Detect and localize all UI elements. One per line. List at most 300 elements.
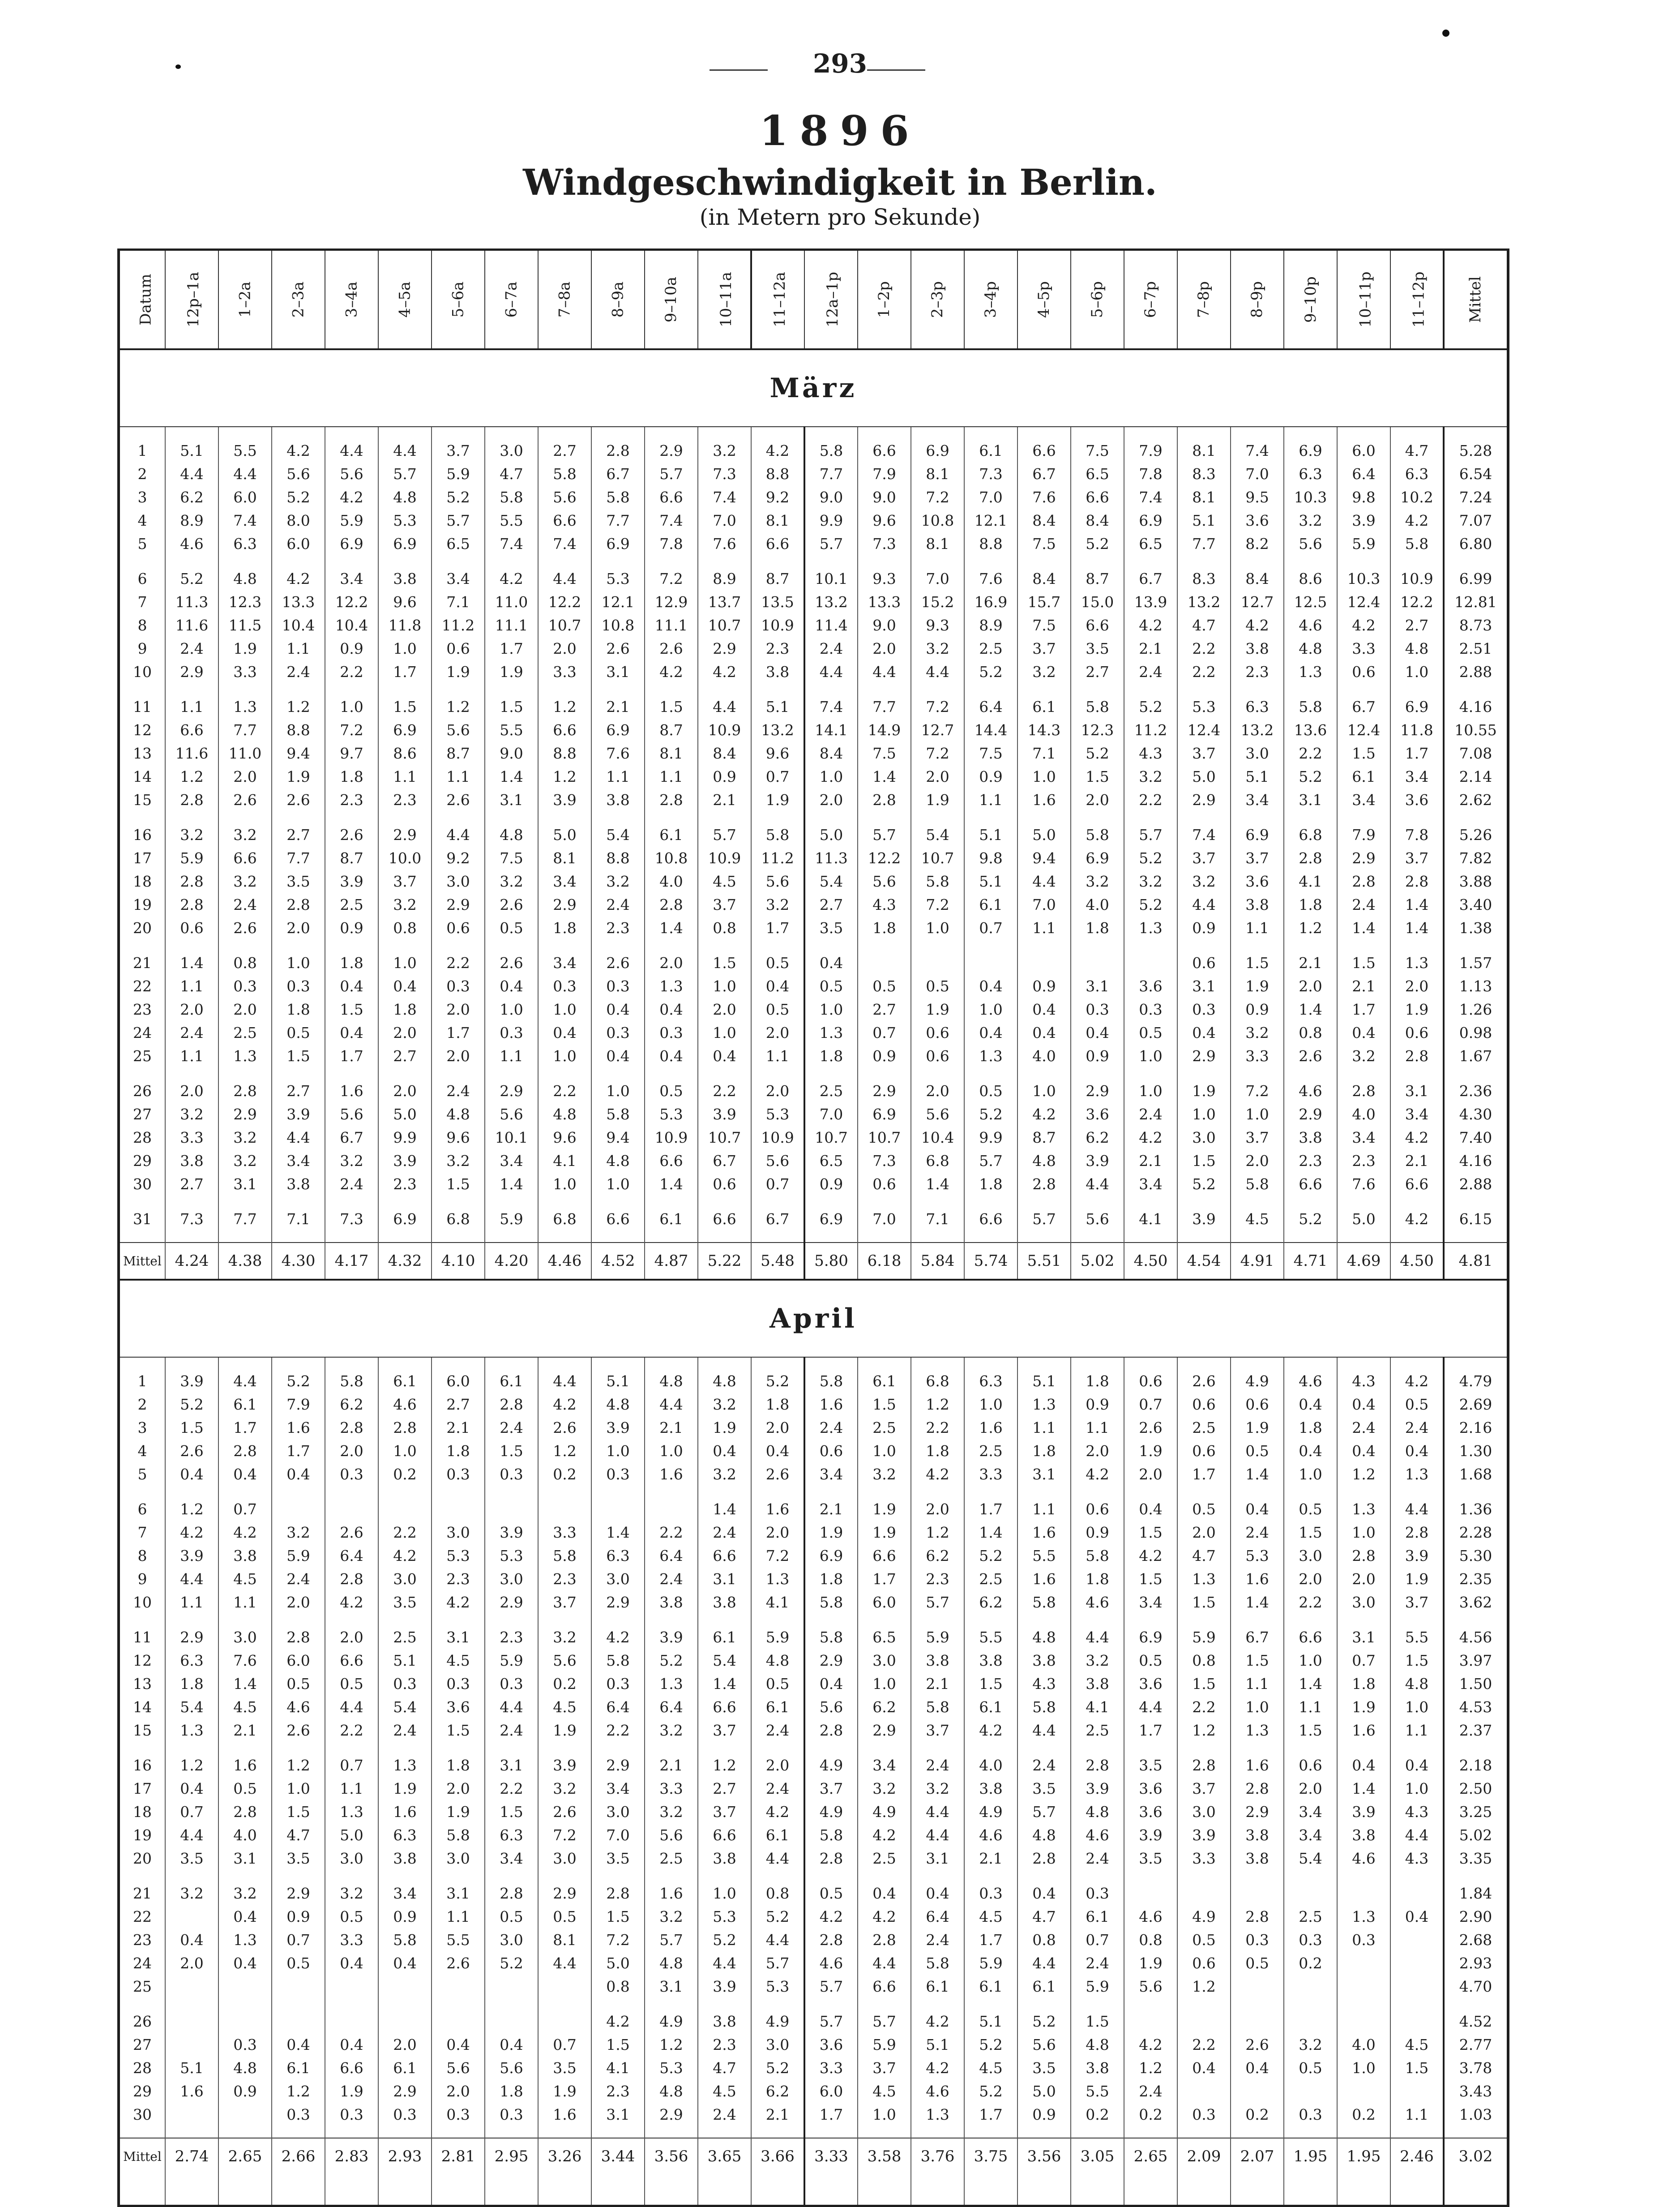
- spacer-cell: [538, 811, 591, 823]
- row-mittel-cell: 4.52: [1444, 2010, 1508, 2033]
- spacer-cell: [1124, 1230, 1177, 1243]
- spacer-cell: [378, 939, 432, 951]
- value-cell: 2.4: [485, 1416, 538, 1439]
- value-cell: 1.5: [432, 1172, 485, 1196]
- value-cell: 5.8: [1071, 695, 1124, 718]
- value-cell: 0.4: [272, 1462, 325, 1486]
- spacer-cell: [1124, 2126, 1177, 2138]
- value-cell: 7.3: [858, 532, 911, 555]
- spacer-cell: [1017, 2126, 1071, 2138]
- value-cell: 2.5: [1284, 1905, 1337, 1928]
- value-cell: 1.6: [1231, 1753, 1284, 1777]
- value-cell: [964, 951, 1017, 974]
- value-cell: 12.5: [1284, 590, 1337, 613]
- value-cell: 1.3: [1231, 1718, 1284, 1742]
- mittel-value-cell: 2.66: [272, 2138, 325, 2174]
- spacer-cell: [218, 1614, 272, 1625]
- spacer-cell: [1017, 1998, 1071, 2010]
- value-cell: 4.6: [804, 1951, 858, 1975]
- value-cell: 5.8: [378, 1928, 432, 1951]
- value-cell: 1.6: [645, 1881, 698, 1905]
- value-cell: 1.5: [591, 2033, 645, 2056]
- value-cell: 7.5: [964, 741, 1017, 765]
- spacer-cell: [378, 2126, 432, 2138]
- value-cell: 8.7: [645, 718, 698, 741]
- mittel-total-cell: 3.02: [1444, 2138, 1508, 2174]
- value-cell: 3.7: [698, 1800, 751, 1823]
- value-cell: 6.6: [964, 1207, 1017, 1230]
- value-cell: 1.7: [432, 1021, 485, 1044]
- value-cell: 0.5: [1284, 1497, 1337, 1521]
- value-cell: 0.6: [1390, 1021, 1444, 1044]
- value-cell: 0.5: [485, 916, 538, 939]
- value-cell: 6.6: [645, 1149, 698, 1172]
- filler-cell: [1444, 2174, 1508, 2206]
- value-cell: 3.1: [911, 1847, 964, 1870]
- day-cell: 16: [119, 1753, 165, 1777]
- day-cell: 22: [119, 1905, 165, 1928]
- value-cell: 3.2: [325, 1881, 378, 1905]
- value-cell: 6.6: [1390, 1172, 1444, 1196]
- spacer-cell: [1390, 1230, 1444, 1243]
- value-cell: 1.5: [1177, 1672, 1231, 1695]
- value-cell: 0.6: [1231, 1393, 1284, 1416]
- value-cell: 0.5: [804, 974, 858, 998]
- spacer-cell: [645, 555, 698, 567]
- value-cell: 4.4: [1071, 1625, 1124, 1649]
- value-cell: 1.6: [378, 1800, 432, 1823]
- value-cell: 1.0: [964, 998, 1017, 1021]
- day-cell: 13: [119, 1672, 165, 1695]
- value-cell: 1.0: [804, 765, 858, 788]
- spacer-cell: [325, 1230, 378, 1243]
- spacer-cell: [1017, 683, 1071, 695]
- value-cell: 1.1: [165, 1590, 218, 1614]
- value-cell: 3.4: [1390, 765, 1444, 788]
- value-cell: 12.7: [911, 718, 964, 741]
- value-cell: 5.6: [432, 718, 485, 741]
- spacer-cell: [485, 2126, 538, 2138]
- spacer-cell: [432, 1870, 485, 1881]
- value-cell: 4.2: [911, 2010, 964, 2033]
- mittel-value-cell: 2.93: [378, 2138, 432, 2174]
- value-cell: [911, 951, 964, 974]
- spacer-cell: [325, 1870, 378, 1881]
- value-cell: 7.1: [911, 1207, 964, 1230]
- value-cell: 6.3: [1231, 695, 1284, 718]
- spacer-cell: [858, 427, 911, 439]
- spacer-cell: [1284, 1742, 1337, 1753]
- value-cell: 7.2: [538, 1823, 591, 1847]
- value-cell: 2.4: [378, 1718, 432, 1742]
- value-cell: 1.8: [751, 1393, 804, 1416]
- value-cell: 5.3: [751, 1102, 804, 1126]
- value-cell: 0.4: [645, 998, 698, 1021]
- header-hour-label: 6–7a: [502, 281, 521, 318]
- value-cell: 4.5: [538, 1695, 591, 1718]
- value-cell: 3.2: [1071, 1649, 1124, 1672]
- value-cell: 3.2: [911, 1777, 964, 1800]
- value-cell: 3.4: [538, 951, 591, 974]
- value-cell: 0.4: [325, 1951, 378, 1975]
- value-cell: 1.9: [272, 765, 325, 788]
- table-row: [119, 1021, 1508, 1044]
- day-cell: 27: [119, 2033, 165, 2056]
- spacer-cell: [378, 683, 432, 695]
- mittel-value-cell: 4.10: [432, 1243, 485, 1280]
- value-cell: 8.7: [325, 846, 378, 870]
- spacer-cell: [591, 2126, 645, 2138]
- value-cell: 6.6: [591, 1207, 645, 1230]
- value-cell: 4.0: [1071, 893, 1124, 916]
- value-cell: 10.9: [1390, 567, 1444, 590]
- value-cell: 3.8: [1071, 2056, 1124, 2079]
- value-cell: 4.3: [858, 893, 911, 916]
- spacer-cell: [1284, 1614, 1337, 1625]
- value-cell: 13.2: [751, 718, 804, 741]
- value-cell: 1.4: [1337, 1777, 1390, 1800]
- spacer-cell: [751, 1067, 804, 1079]
- value-cell: 1.5: [1337, 951, 1390, 974]
- value-cell: 4.0: [1337, 1102, 1390, 1126]
- value-cell: 0.3: [485, 1462, 538, 1486]
- spacer-cell: [538, 1486, 591, 1497]
- value-cell: [1284, 1881, 1337, 1905]
- value-cell: 0.3: [272, 2103, 325, 2126]
- value-cell: 6.6: [325, 2056, 378, 2079]
- value-cell: 1.3: [645, 1672, 698, 1695]
- value-cell: 1.1: [378, 765, 432, 788]
- value-cell: 3.7: [1177, 846, 1231, 870]
- spacer-cell: [165, 811, 218, 823]
- value-cell: 1.8: [325, 765, 378, 788]
- value-cell: 0.3: [1284, 1928, 1337, 1951]
- value-cell: 2.0: [911, 765, 964, 788]
- value-cell: 0.4: [485, 2033, 538, 2056]
- value-cell: 2.8: [378, 1416, 432, 1439]
- value-cell: 8.1: [911, 532, 964, 555]
- value-cell: 0.4: [1337, 1393, 1390, 1416]
- value-cell: 10.9: [645, 1126, 698, 1149]
- value-cell: 1.1: [165, 695, 218, 718]
- value-cell: [538, 1975, 591, 1998]
- row-spacer: [119, 811, 1508, 823]
- value-cell: 3.2: [698, 439, 751, 462]
- value-cell: 3.7: [698, 893, 751, 916]
- value-cell: 4.2: [1124, 1544, 1177, 1567]
- value-cell: 1.0: [591, 1079, 645, 1102]
- value-cell: 2.8: [218, 1800, 272, 1823]
- value-cell: 4.1: [538, 1149, 591, 1172]
- value-cell: 4.2: [804, 1905, 858, 1928]
- value-cell: 4.6: [378, 1393, 432, 1416]
- value-cell: 6.9: [325, 532, 378, 555]
- row-mittel-cell: 6.54: [1444, 462, 1508, 485]
- value-cell: 3.8: [964, 1649, 1017, 1672]
- value-cell: 1.5: [1284, 1521, 1337, 1544]
- value-cell: 3.4: [538, 870, 591, 893]
- value-cell: 0.2: [1231, 2103, 1284, 2126]
- value-cell: 2.6: [218, 788, 272, 811]
- table-row: [119, 870, 1508, 893]
- value-cell: 0.8: [1017, 1928, 1071, 1951]
- spacer-cell: [485, 1998, 538, 2010]
- value-cell: 6.5: [858, 1625, 911, 1649]
- spacer-cell: [591, 1357, 645, 1369]
- value-cell: 1.1: [165, 1044, 218, 1067]
- value-cell: 2.3: [378, 788, 432, 811]
- value-cell: 2.8: [1017, 1172, 1071, 1196]
- value-cell: 4.5: [964, 1905, 1017, 1928]
- spacer-cell: [485, 683, 538, 695]
- value-cell: 1.9: [432, 1800, 485, 1823]
- value-cell: 0.5: [751, 998, 804, 1021]
- day-cell: 3: [119, 485, 165, 509]
- spacer-cell: [911, 1196, 964, 1207]
- spacer-cell: [1284, 811, 1337, 823]
- value-cell: 4.8: [1390, 637, 1444, 660]
- value-cell: 0.4: [1390, 1439, 1444, 1462]
- header-hour-label: 11–12a: [770, 272, 789, 327]
- value-cell: 0.7: [165, 1800, 218, 1823]
- value-cell: 3.7: [1231, 1126, 1284, 1149]
- value-cell: 8.7: [751, 567, 804, 590]
- spacer-cell: [1337, 683, 1390, 695]
- value-cell: 0.2: [378, 1462, 432, 1486]
- value-cell: 1.2: [538, 695, 591, 718]
- value-cell: 8.8: [272, 718, 325, 741]
- value-cell: 1.0: [1231, 1102, 1284, 1126]
- value-cell: 1.0: [1390, 1777, 1444, 1800]
- filler-cell: [378, 2174, 432, 2206]
- header-hour-label: 8–9a: [609, 281, 627, 318]
- spacer-cell: [538, 683, 591, 695]
- value-cell: 1.0: [858, 2103, 911, 2126]
- mittel-value-cell: 4.32: [378, 1243, 432, 1280]
- filler-cell: [645, 2174, 698, 2206]
- value-cell: 4.2: [325, 485, 378, 509]
- row-spacer: [119, 1486, 1508, 1497]
- spacer-cell: [964, 1067, 1017, 1079]
- value-cell: 2.1: [1124, 1149, 1177, 1172]
- value-cell: 1.6: [804, 1393, 858, 1416]
- value-cell: 3.2: [165, 823, 218, 846]
- spacer-cell: [1071, 555, 1124, 567]
- value-cell: 2.5: [964, 637, 1017, 660]
- value-cell: 0.4: [804, 1672, 858, 1695]
- value-cell: 5.4: [911, 823, 964, 846]
- value-cell: 3.8: [378, 1847, 432, 1870]
- value-cell: 1.8: [432, 1753, 485, 1777]
- mittel-row: [119, 2138, 1508, 2174]
- spacer-cell: [698, 939, 751, 951]
- spacer-cell: [591, 1998, 645, 2010]
- value-cell: 5.8: [591, 485, 645, 509]
- value-cell: 3.3: [964, 1462, 1017, 1486]
- value-cell: 0.4: [964, 1021, 1017, 1044]
- spacer-cell: [485, 1067, 538, 1079]
- value-cell: 3.2: [645, 1800, 698, 1823]
- row-spacer: [119, 1230, 1508, 1243]
- value-cell: 1.1: [1284, 1695, 1337, 1718]
- value-cell: 6.7: [751, 1207, 804, 1230]
- value-cell: 2.2: [485, 1777, 538, 1800]
- value-cell: 3.0: [1177, 1800, 1231, 1823]
- mittel-value-cell: 5.22: [698, 1243, 751, 1280]
- value-cell: 9.9: [964, 1126, 1017, 1149]
- value-cell: [325, 2010, 378, 2033]
- value-cell: 3.1: [218, 1847, 272, 1870]
- value-cell: 0.3: [432, 1462, 485, 1486]
- value-cell: 3.0: [591, 1567, 645, 1590]
- row-mittel-cell: 1.84: [1444, 1881, 1508, 1905]
- day-cell: 24: [119, 1021, 165, 1044]
- value-cell: 2.6: [1177, 1369, 1231, 1393]
- value-cell: [591, 1497, 645, 1521]
- value-cell: 1.3: [751, 1567, 804, 1590]
- value-cell: 2.8: [485, 1881, 538, 1905]
- mittel-value-cell: 4.71: [1284, 1243, 1337, 1280]
- value-cell: 1.4: [218, 1672, 272, 1695]
- value-cell: 0.3: [538, 974, 591, 998]
- value-cell: [378, 1975, 432, 1998]
- row-mittel-cell: 3.78: [1444, 2056, 1508, 2079]
- value-cell: 9.8: [1337, 485, 1390, 509]
- spacer-cell: [1124, 811, 1177, 823]
- value-cell: 15.0: [1071, 590, 1124, 613]
- value-cell: 0.4: [325, 2033, 378, 2056]
- spacer-cell: [1017, 1230, 1071, 1243]
- value-cell: 3.4: [858, 1753, 911, 1777]
- mittel-value-cell: 5.74: [964, 1243, 1017, 1280]
- value-cell: 7.3: [858, 1149, 911, 1172]
- day-cell: 1: [119, 1369, 165, 1393]
- value-cell: 7.2: [911, 695, 964, 718]
- day-cell: 1: [119, 439, 165, 462]
- value-cell: 3.2: [165, 1881, 218, 1905]
- mittel-value-cell: 2.09: [1177, 2138, 1231, 2174]
- day-cell: 10: [119, 660, 165, 683]
- spacer-cell: [1177, 1614, 1231, 1625]
- value-cell: 1.4: [1284, 998, 1337, 1021]
- header-hour: [272, 250, 325, 350]
- spacer-cell: [804, 555, 858, 567]
- spacer-cell: [591, 427, 645, 439]
- day-cell: 17: [119, 1777, 165, 1800]
- value-cell: 1.2: [911, 1521, 964, 1544]
- value-cell: 5.1: [591, 1369, 645, 1393]
- value-cell: 2.8: [325, 1416, 378, 1439]
- value-cell: 5.3: [645, 1102, 698, 1126]
- header-hour: [591, 250, 645, 350]
- value-cell: 7.4: [698, 485, 751, 509]
- value-cell: [378, 2010, 432, 2033]
- value-cell: 0.9: [325, 916, 378, 939]
- value-cell: 6.9: [1284, 439, 1337, 462]
- day-cell: 25: [119, 1044, 165, 1067]
- row-mittel-cell: 3.88: [1444, 870, 1508, 893]
- value-cell: [1284, 1975, 1337, 1998]
- value-cell: 4.9: [1231, 1369, 1284, 1393]
- value-cell: 7.7: [591, 509, 645, 532]
- value-cell: 1.9: [378, 1777, 432, 1800]
- value-cell: 10.7: [858, 1126, 911, 1149]
- value-cell: 2.7: [1071, 660, 1124, 683]
- row-mittel-cell: 1.67: [1444, 1044, 1508, 1067]
- table-row: [119, 1649, 1508, 1672]
- value-cell: 0.3: [218, 2033, 272, 2056]
- value-cell: 1.7: [858, 1567, 911, 1590]
- value-cell: 2.0: [911, 1497, 964, 1521]
- spacer-cell: [1071, 1742, 1124, 1753]
- value-cell: 5.2: [1017, 2010, 1071, 2033]
- value-cell: 2.8: [485, 1393, 538, 1416]
- value-cell: [1337, 1881, 1390, 1905]
- spacer-cell: [858, 683, 911, 695]
- value-cell: 5.7: [804, 532, 858, 555]
- spacer-cell: [218, 2126, 272, 2138]
- row-spacer: [119, 1870, 1508, 1881]
- value-cell: 2.4: [751, 1718, 804, 1742]
- spacer-cell: [218, 1196, 272, 1207]
- value-cell: 1.5: [1337, 741, 1390, 765]
- value-cell: 0.5: [272, 1021, 325, 1044]
- header-hour: [751, 250, 804, 350]
- spacer-cell: [1231, 683, 1284, 695]
- spacer-cell: [119, 427, 165, 439]
- spacer-cell: [165, 2126, 218, 2138]
- value-cell: 0.9: [858, 1044, 911, 1067]
- value-cell: 1.7: [378, 660, 432, 683]
- value-cell: 7.7: [1177, 532, 1231, 555]
- spacer-cell: [964, 1486, 1017, 1497]
- value-cell: 5.7: [911, 1590, 964, 1614]
- value-cell: 1.4: [645, 1172, 698, 1196]
- value-cell: 8.8: [751, 462, 804, 485]
- value-cell: 2.2: [591, 1718, 645, 1742]
- header-hour: [645, 250, 698, 350]
- value-cell: 1.7: [485, 637, 538, 660]
- spacer-cell: [1124, 427, 1177, 439]
- value-cell: 4.6: [911, 2079, 964, 2103]
- value-cell: 9.0: [485, 741, 538, 765]
- value-cell: 6.6: [1071, 485, 1124, 509]
- row-mittel-cell: 1.30: [1444, 1439, 1508, 1462]
- value-cell: 0.2: [1337, 2103, 1390, 2126]
- value-cell: 3.2: [218, 1126, 272, 1149]
- spacer-cell: [1390, 1614, 1444, 1625]
- spacer-cell: [1177, 1230, 1231, 1243]
- spacer-cell: [1017, 939, 1071, 951]
- value-cell: 0.3: [964, 1881, 1017, 1905]
- value-cell: 2.4: [1124, 2079, 1177, 2103]
- value-cell: 11.1: [485, 613, 538, 637]
- spacer-cell: [218, 683, 272, 695]
- spacer-cell: [1284, 427, 1337, 439]
- day-cell: 2: [119, 1393, 165, 1416]
- value-cell: 12.4: [1337, 718, 1390, 741]
- value-cell: 4.4: [1124, 1695, 1177, 1718]
- value-cell: 3.3: [538, 660, 591, 683]
- value-cell: 2.8: [591, 439, 645, 462]
- value-cell: 3.5: [272, 1847, 325, 1870]
- value-cell: 4.8: [1017, 1149, 1071, 1172]
- value-cell: 0.3: [485, 2103, 538, 2126]
- value-cell: [1231, 2010, 1284, 2033]
- value-cell: 2.4: [1124, 660, 1177, 683]
- value-cell: 0.3: [591, 1021, 645, 1044]
- value-cell: 0.3: [1284, 2103, 1337, 2126]
